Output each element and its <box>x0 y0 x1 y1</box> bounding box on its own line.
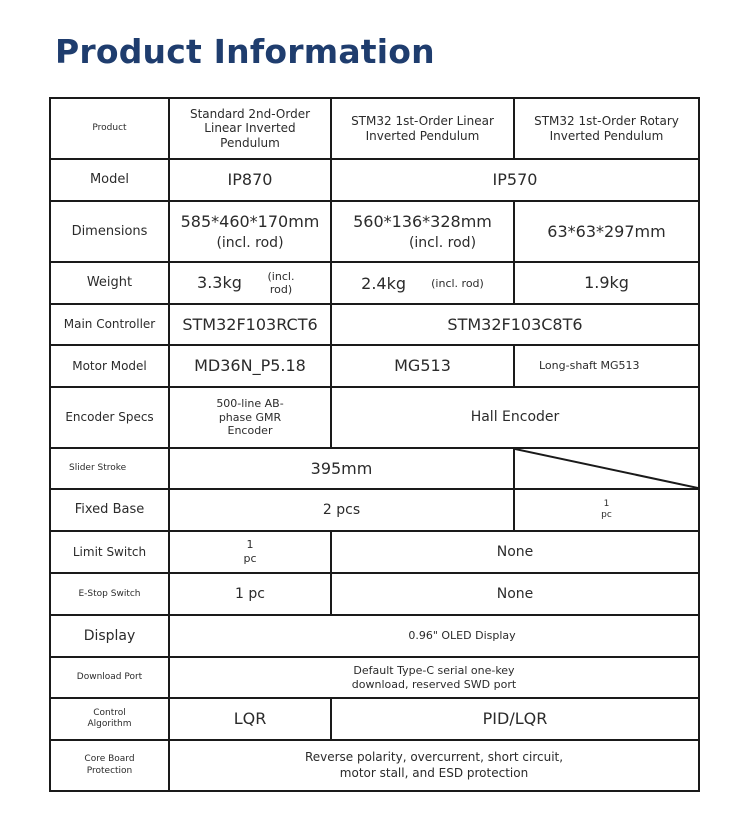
core-board-protection-text: Reverse polarity, overcurrent, short circuit, motor stall, and ESD protection <box>304 749 564 780</box>
product-info-table <box>49 97 700 792</box>
row-label-fixed-base: Fixed Base <box>50 489 169 531</box>
estop-switch-col23: None <box>331 573 699 615</box>
slider-stroke-col12: 395mm <box>169 448 514 489</box>
header-row <box>50 98 699 159</box>
dimensions-col1-value: 585*460*170mm <box>180 211 320 231</box>
core-board-protection-col123 <box>169 740 699 791</box>
encoder-specs-col1 <box>169 387 331 448</box>
row-estop-switch <box>50 573 699 615</box>
weight-col2 <box>331 262 514 304</box>
header-label: Product <box>50 98 169 159</box>
row-label-motor-model: Motor Model <box>50 345 169 387</box>
fixed-base-col3-text: 1 pc <box>601 499 612 520</box>
weight-col1-note: (incl. rod) <box>267 269 295 296</box>
encoder-specs-col23: Hall Encoder <box>331 387 699 448</box>
row-label-model: Model <box>50 159 169 201</box>
motor-model-col3: Long-shaft MG513 <box>514 345 699 387</box>
row-download-port <box>50 657 699 698</box>
main-controller-col1: STM32F103RCT6 <box>169 304 331 345</box>
dimensions-col2 <box>331 201 514 262</box>
slider-stroke-col3-na <box>514 448 699 489</box>
row-label-estop-switch: E-Stop Switch <box>50 573 169 615</box>
row-label-dimensions: Dimensions <box>50 201 169 262</box>
dimensions-col1-note: (incl. rod) <box>216 234 284 251</box>
header-col3: STM32 1st-Order Rotary Inverted Pendulum <box>514 98 699 159</box>
model-col1: IP870 <box>169 159 331 201</box>
dimensions-col1 <box>169 201 331 262</box>
row-limit-switch <box>50 531 699 573</box>
limit-switch-col1-text: 1 pc <box>243 538 257 565</box>
encoder-specs-col1-text: 500-line AB-phase GMR Encoder <box>216 396 284 438</box>
estop-switch-col1: 1 pc <box>169 573 331 615</box>
download-port-col123 <box>169 657 699 698</box>
row-label-download-port: Download Port <box>50 657 169 698</box>
page-title: Product Information <box>55 32 435 71</box>
header-col1: Standard 2nd-Order Linear Inverted Pendulum <box>169 98 331 159</box>
header-col2: STM32 1st-Order Linear Inverted Pendulum <box>331 98 514 159</box>
row-control-algorithm <box>50 698 699 740</box>
dimensions-col3: 63*63*297mm <box>514 201 699 262</box>
model-col23: IP570 <box>331 159 699 201</box>
row-slider-stroke <box>50 448 699 489</box>
weight-col2-value: 2.4kg <box>361 273 407 293</box>
row-label-display: Display <box>50 615 169 657</box>
weight-col1-value: 3.3kg <box>197 273 242 293</box>
diagonal-slash <box>515 449 698 488</box>
row-weight <box>50 262 699 304</box>
row-encoder-specs <box>50 387 699 448</box>
core-board-protection-label-text: Core Board Protection <box>84 753 135 776</box>
download-port-text: Default Type-C serial one-key download, reserved SWD port <box>351 664 517 691</box>
row-model <box>50 159 699 201</box>
display-col123: 0.96" OLED Display <box>169 615 699 657</box>
control-algorithm-col23: PID/LQR <box>331 698 699 740</box>
row-label-encoder-specs: Encoder Specs <box>50 387 169 448</box>
control-algorithm-col1: LQR <box>169 698 331 740</box>
limit-switch-col23: None <box>331 531 699 573</box>
motor-model-col2: MG513 <box>331 345 514 387</box>
row-label-slider-stroke: Slider Stroke <box>50 448 169 489</box>
row-label-control-algorithm <box>50 698 169 740</box>
control-algorithm-label-text: Control Algorithm <box>87 708 132 729</box>
limit-switch-col1 <box>169 531 331 573</box>
main-controller-col23: STM32F103C8T6 <box>331 304 699 345</box>
fixed-base-col3 <box>514 489 699 531</box>
motor-model-col1: MD36N_P5.18 <box>169 345 331 387</box>
fixed-base-col12: 2 pcs <box>169 489 514 531</box>
row-label-core-board-protection <box>50 740 169 791</box>
weight-col1 <box>169 262 331 304</box>
row-label-weight: Weight <box>50 262 169 304</box>
row-label-main-controller: Main Controller <box>50 304 169 345</box>
weight-col2-note: (incl. rod) <box>431 276 484 290</box>
dimensions-col2-value: 560*136*328mm <box>353 211 492 231</box>
row-core-board-protection <box>50 740 699 791</box>
row-motor-model <box>50 345 699 387</box>
row-label-limit-switch: Limit Switch <box>50 531 169 573</box>
weight-col3: 1.9kg <box>514 262 699 304</box>
row-fixed-base <box>50 489 699 531</box>
row-main-controller <box>50 304 699 345</box>
row-display <box>50 615 699 657</box>
row-dimensions <box>50 201 699 262</box>
dimensions-col2-note: (incl. rod) <box>408 234 477 251</box>
